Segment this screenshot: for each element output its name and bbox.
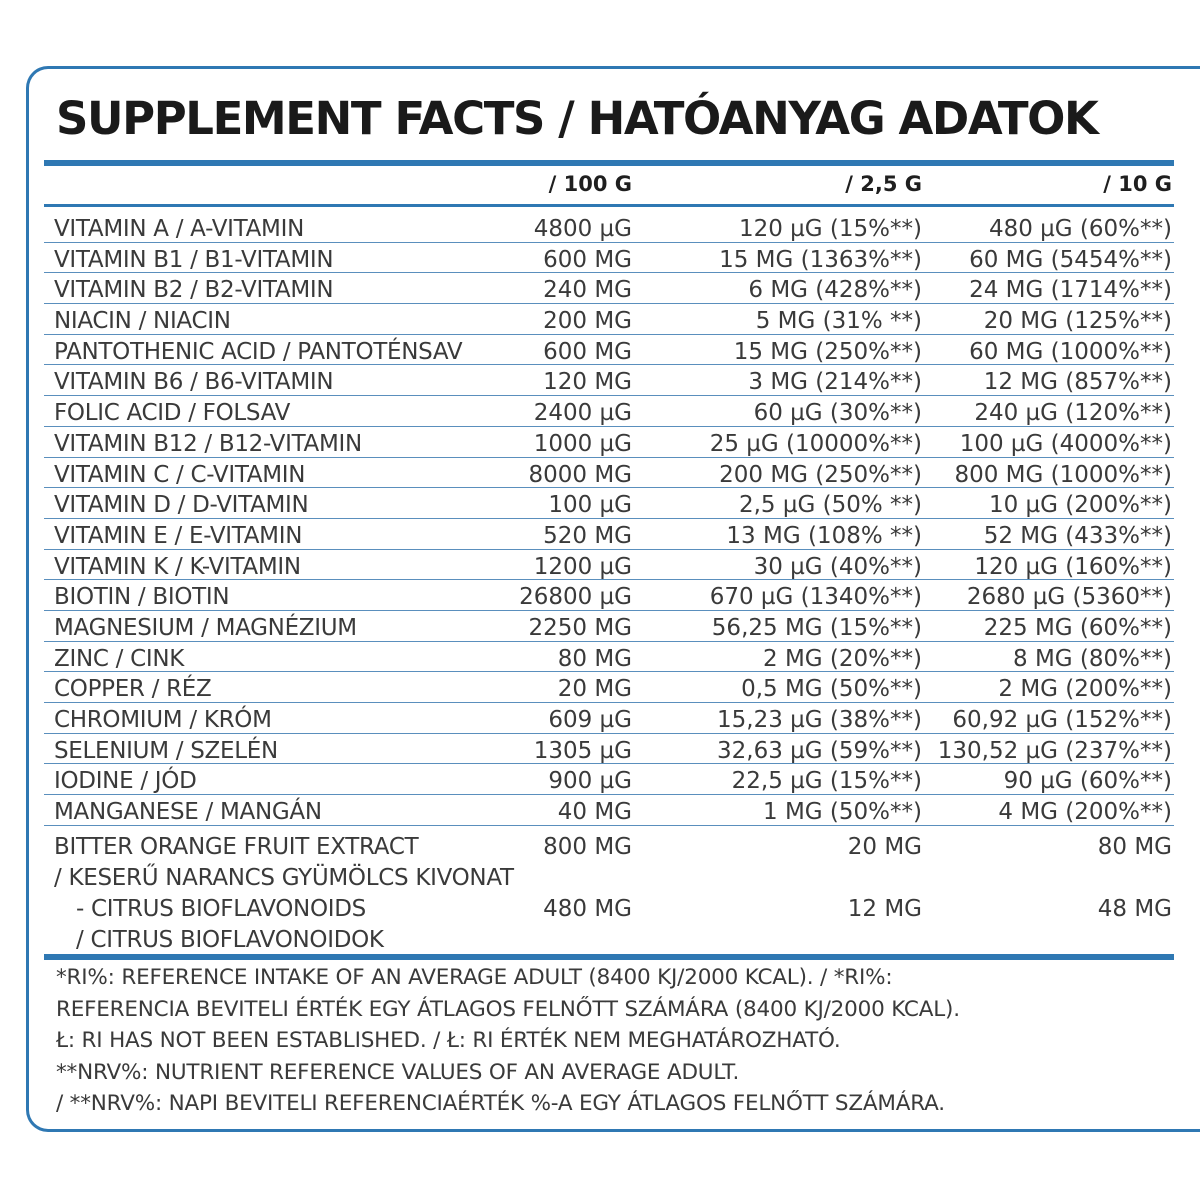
value-10g: 800 MG (1000%**) bbox=[954, 461, 1172, 488]
table-row bbox=[44, 396, 1174, 427]
footer-divider bbox=[44, 954, 1174, 960]
footnote-line: **NRV%: NUTRIENT REFERENCE VALUES OF AN AVERAGE ADULT. bbox=[56, 1059, 740, 1085]
nutrient-name: CHROMIUM / KRÓM bbox=[54, 707, 272, 733]
value-100g: 8000 MG bbox=[528, 461, 632, 488]
value-10g: 240 µG (120%**) bbox=[974, 400, 1172, 427]
value-100g: 609 µG bbox=[548, 707, 632, 733]
value-2-5g: 6 MG (428%**) bbox=[748, 277, 922, 304]
value-10g: 60 MG (5454%**) bbox=[969, 246, 1172, 273]
bioflavonoids-row-continued bbox=[44, 923, 1174, 954]
bioflavonoids-value-10g: 48 MG bbox=[1097, 896, 1172, 922]
footnote-line: *RI%: REFERENCE INTAKE OF AN AVERAGE ADULT (8400 KJ/2000 KCAL). / *RI%: bbox=[56, 965, 893, 990]
value-100g: 600 MG bbox=[543, 246, 632, 273]
value-100g: 1000 µG bbox=[533, 430, 632, 457]
footnote-line: / **NRV%: NAPI BEVITELI REFERENCIAÉRTÉK %-A EGY ÁTLAGOS FELNŐTT SZÁMÁRA. bbox=[56, 1091, 945, 1116]
bioflavonoids-row bbox=[44, 892, 1174, 923]
table-row bbox=[44, 335, 1174, 366]
table-row bbox=[44, 734, 1174, 765]
footnote-line: REFERENCIA BEVITELI ÉRTÉK EGY ÁTLAGOS FELNŐTT SZÁMÁRA (8400 KJ/2000 KCAL). bbox=[56, 996, 960, 1022]
value-2-5g: 0,5 MG (50%**) bbox=[741, 676, 922, 703]
value-100g: 20 MG bbox=[557, 676, 632, 703]
column-header-row bbox=[44, 172, 1174, 202]
value-100g: 120 MG bbox=[543, 369, 632, 396]
value-10g: 120 µG (160%**) bbox=[974, 553, 1172, 580]
value-2-5g: 1 MG (50%**) bbox=[763, 799, 922, 826]
value-10g: 12 MG (857%**) bbox=[983, 369, 1172, 396]
extract-name-line2: / KESERŰ NARANCS GYÜMÖLCS KIVONAT bbox=[54, 865, 514, 891]
value-10g: 8 MG (80%**) bbox=[1013, 645, 1172, 672]
column-header-100g: / 100 G bbox=[548, 172, 632, 196]
bioflavonoids-name-line2: / CITRUS BIOFLAVONOIDOK bbox=[76, 927, 384, 953]
nutrient-name: NIACIN / NIACIN bbox=[54, 308, 231, 335]
value-2-5g: 15 MG (250%**) bbox=[733, 338, 922, 365]
table-row bbox=[44, 519, 1174, 550]
value-100g: 26800 µG bbox=[519, 584, 632, 611]
extract-row-continued bbox=[44, 861, 1174, 892]
extract-row bbox=[44, 830, 1174, 861]
nutrient-name: MAGNESIUM / MAGNÉZIUM bbox=[54, 614, 357, 641]
table-row bbox=[44, 795, 1174, 826]
value-10g: 60,92 µG (152%**) bbox=[952, 707, 1172, 733]
nutrient-name: VITAMIN E / E-VITAMIN bbox=[54, 522, 303, 549]
value-100g: 200 MG bbox=[543, 308, 632, 335]
nutrient-name: FOLIC ACID / FOLSAV bbox=[54, 400, 291, 427]
value-100g: 80 MG bbox=[557, 645, 632, 672]
nutrient-name: VITAMIN K / K-VITAMIN bbox=[54, 553, 301, 580]
table-row bbox=[44, 212, 1174, 243]
value-10g: 2680 µG (5360**) bbox=[966, 584, 1172, 611]
value-100g: 1305 µG bbox=[533, 737, 632, 764]
value-2-5g: 2,5 µG (50% **) bbox=[738, 492, 922, 519]
value-10g: 100 µG (4000%**) bbox=[959, 430, 1172, 457]
nutrient-name: VITAMIN D / D-VITAMIN bbox=[54, 492, 309, 519]
table-row bbox=[44, 703, 1174, 734]
value-2-5g: 22,5 µG (15%**) bbox=[731, 768, 922, 795]
column-header-2-5g: / 2,5 G bbox=[845, 172, 922, 196]
value-100g: 4800 µG bbox=[533, 216, 632, 242]
nutrient-name: COPPER / RÉZ bbox=[54, 676, 212, 703]
value-2-5g: 2 MG (20%**) bbox=[763, 645, 922, 672]
value-2-5g: 56,25 MG (15%**) bbox=[711, 614, 922, 641]
value-100g: 100 µG bbox=[548, 492, 632, 519]
nutrient-name: ZINC / CINK bbox=[54, 645, 185, 672]
value-2-5g: 60 µG (30%**) bbox=[753, 400, 922, 427]
nutrient-name: BIOTIN / BIOTIN bbox=[54, 584, 230, 611]
table-row bbox=[44, 672, 1174, 703]
table-row bbox=[44, 488, 1174, 519]
value-10g: 20 MG (125%**) bbox=[983, 308, 1172, 335]
nutrient-name: VITAMIN A / A-VITAMIN bbox=[54, 216, 304, 242]
table-row bbox=[44, 580, 1174, 611]
bioflavonoids-name-line1: - CITRUS BIOFLAVONOIDS bbox=[76, 896, 366, 922]
footnotes bbox=[56, 962, 1166, 1120]
nutrient-name: VITAMIN B1 / B1-VITAMIN bbox=[54, 246, 334, 273]
table-row bbox=[44, 304, 1174, 335]
value-2-5g: 32,63 µG (59%**) bbox=[717, 737, 922, 764]
value-100g: 240 MG bbox=[543, 277, 632, 304]
nutrient-name: VITAMIN B2 / B2-VITAMIN bbox=[54, 277, 334, 304]
value-2-5g: 5 MG (31% **) bbox=[755, 308, 922, 335]
value-100g: 40 MG bbox=[557, 799, 632, 826]
footnote-line: Ł: RI HAS NOT BEEN ESTABLISHED. / Ł: RI ÉRTÉK NEM MEGHATÁROZHATÓ. bbox=[56, 1028, 841, 1053]
value-2-5g: 30 µG (40%**) bbox=[753, 553, 922, 580]
title-divider bbox=[44, 160, 1174, 166]
extract-name-line1: BITTER ORANGE FRUIT EXTRACT bbox=[54, 834, 419, 860]
nutrient-name: PANTOTHENIC ACID / PANTOTÉNSAV bbox=[54, 338, 463, 365]
value-10g: 10 µG (200%**) bbox=[988, 492, 1172, 519]
header-divider bbox=[44, 204, 1174, 207]
value-10g: 130,52 µG (237%**) bbox=[937, 737, 1172, 764]
table-row bbox=[44, 365, 1174, 396]
value-100g: 520 MG bbox=[543, 522, 632, 549]
column-header-10g: / 10 G bbox=[1103, 172, 1172, 196]
value-10g: 90 µG (60%**) bbox=[1003, 768, 1172, 795]
table-row bbox=[44, 550, 1174, 581]
bioflavonoids-value-100g: 480 MG bbox=[543, 896, 632, 922]
nutrient-table bbox=[44, 212, 1174, 826]
value-100g: 2250 MG bbox=[528, 614, 632, 641]
table-row bbox=[44, 427, 1174, 458]
table-row bbox=[44, 764, 1174, 795]
value-10g: 225 MG (60%**) bbox=[983, 614, 1172, 641]
value-2-5g: 3 MG (214%**) bbox=[748, 369, 922, 396]
value-2-5g: 13 MG (108% **) bbox=[726, 522, 922, 549]
table-row bbox=[44, 611, 1174, 642]
nutrient-name: MANGANESE / MANGÁN bbox=[54, 799, 322, 826]
nutrient-name: VITAMIN B12 / B12-VITAMIN bbox=[54, 430, 362, 457]
extract-value-100g: 800 MG bbox=[543, 834, 632, 860]
value-2-5g: 120 µG (15%**) bbox=[738, 216, 922, 242]
table-row bbox=[44, 642, 1174, 673]
nutrient-name: VITAMIN C / C-VITAMIN bbox=[54, 461, 306, 488]
nutrient-name: IODINE / JÓD bbox=[54, 768, 197, 795]
value-10g: 52 MG (433%**) bbox=[983, 522, 1172, 549]
table-row bbox=[44, 458, 1174, 489]
table-row bbox=[44, 273, 1174, 304]
page-title: SUPPLEMENT FACTS / HATÓANYAG ADATOK bbox=[56, 92, 1098, 145]
value-100g: 900 µG bbox=[548, 768, 632, 795]
value-100g: 2400 µG bbox=[533, 400, 632, 427]
value-10g: 4 MG (200%**) bbox=[998, 799, 1172, 826]
value-10g: 480 µG (60%**) bbox=[988, 216, 1172, 242]
extract-value-10g: 80 MG bbox=[1097, 834, 1172, 860]
value-10g: 60 MG (1000%**) bbox=[969, 338, 1172, 365]
extract-section bbox=[44, 830, 1174, 954]
value-100g: 1200 µG bbox=[533, 553, 632, 580]
value-100g: 600 MG bbox=[543, 338, 632, 365]
value-2-5g: 25 µG (10000%**) bbox=[709, 430, 922, 457]
nutrient-name: SELENIUM / SZELÉN bbox=[54, 737, 278, 764]
value-2-5g: 200 MG (250%**) bbox=[719, 461, 922, 488]
value-10g: 24 MG (1714%**) bbox=[969, 277, 1172, 304]
value-2-5g: 15,23 µG (38%**) bbox=[717, 707, 922, 733]
nutrient-name: VITAMIN B6 / B6-VITAMIN bbox=[54, 369, 334, 396]
value-2-5g: 15 MG (1363%**) bbox=[719, 246, 922, 273]
value-10g: 2 MG (200%**) bbox=[998, 676, 1172, 703]
value-2-5g: 670 µG (1340%**) bbox=[709, 584, 922, 611]
extract-value-2-5g: 20 MG bbox=[847, 834, 922, 860]
bioflavonoids-value-2-5g: 12 MG bbox=[847, 896, 922, 922]
table-row bbox=[44, 243, 1174, 274]
